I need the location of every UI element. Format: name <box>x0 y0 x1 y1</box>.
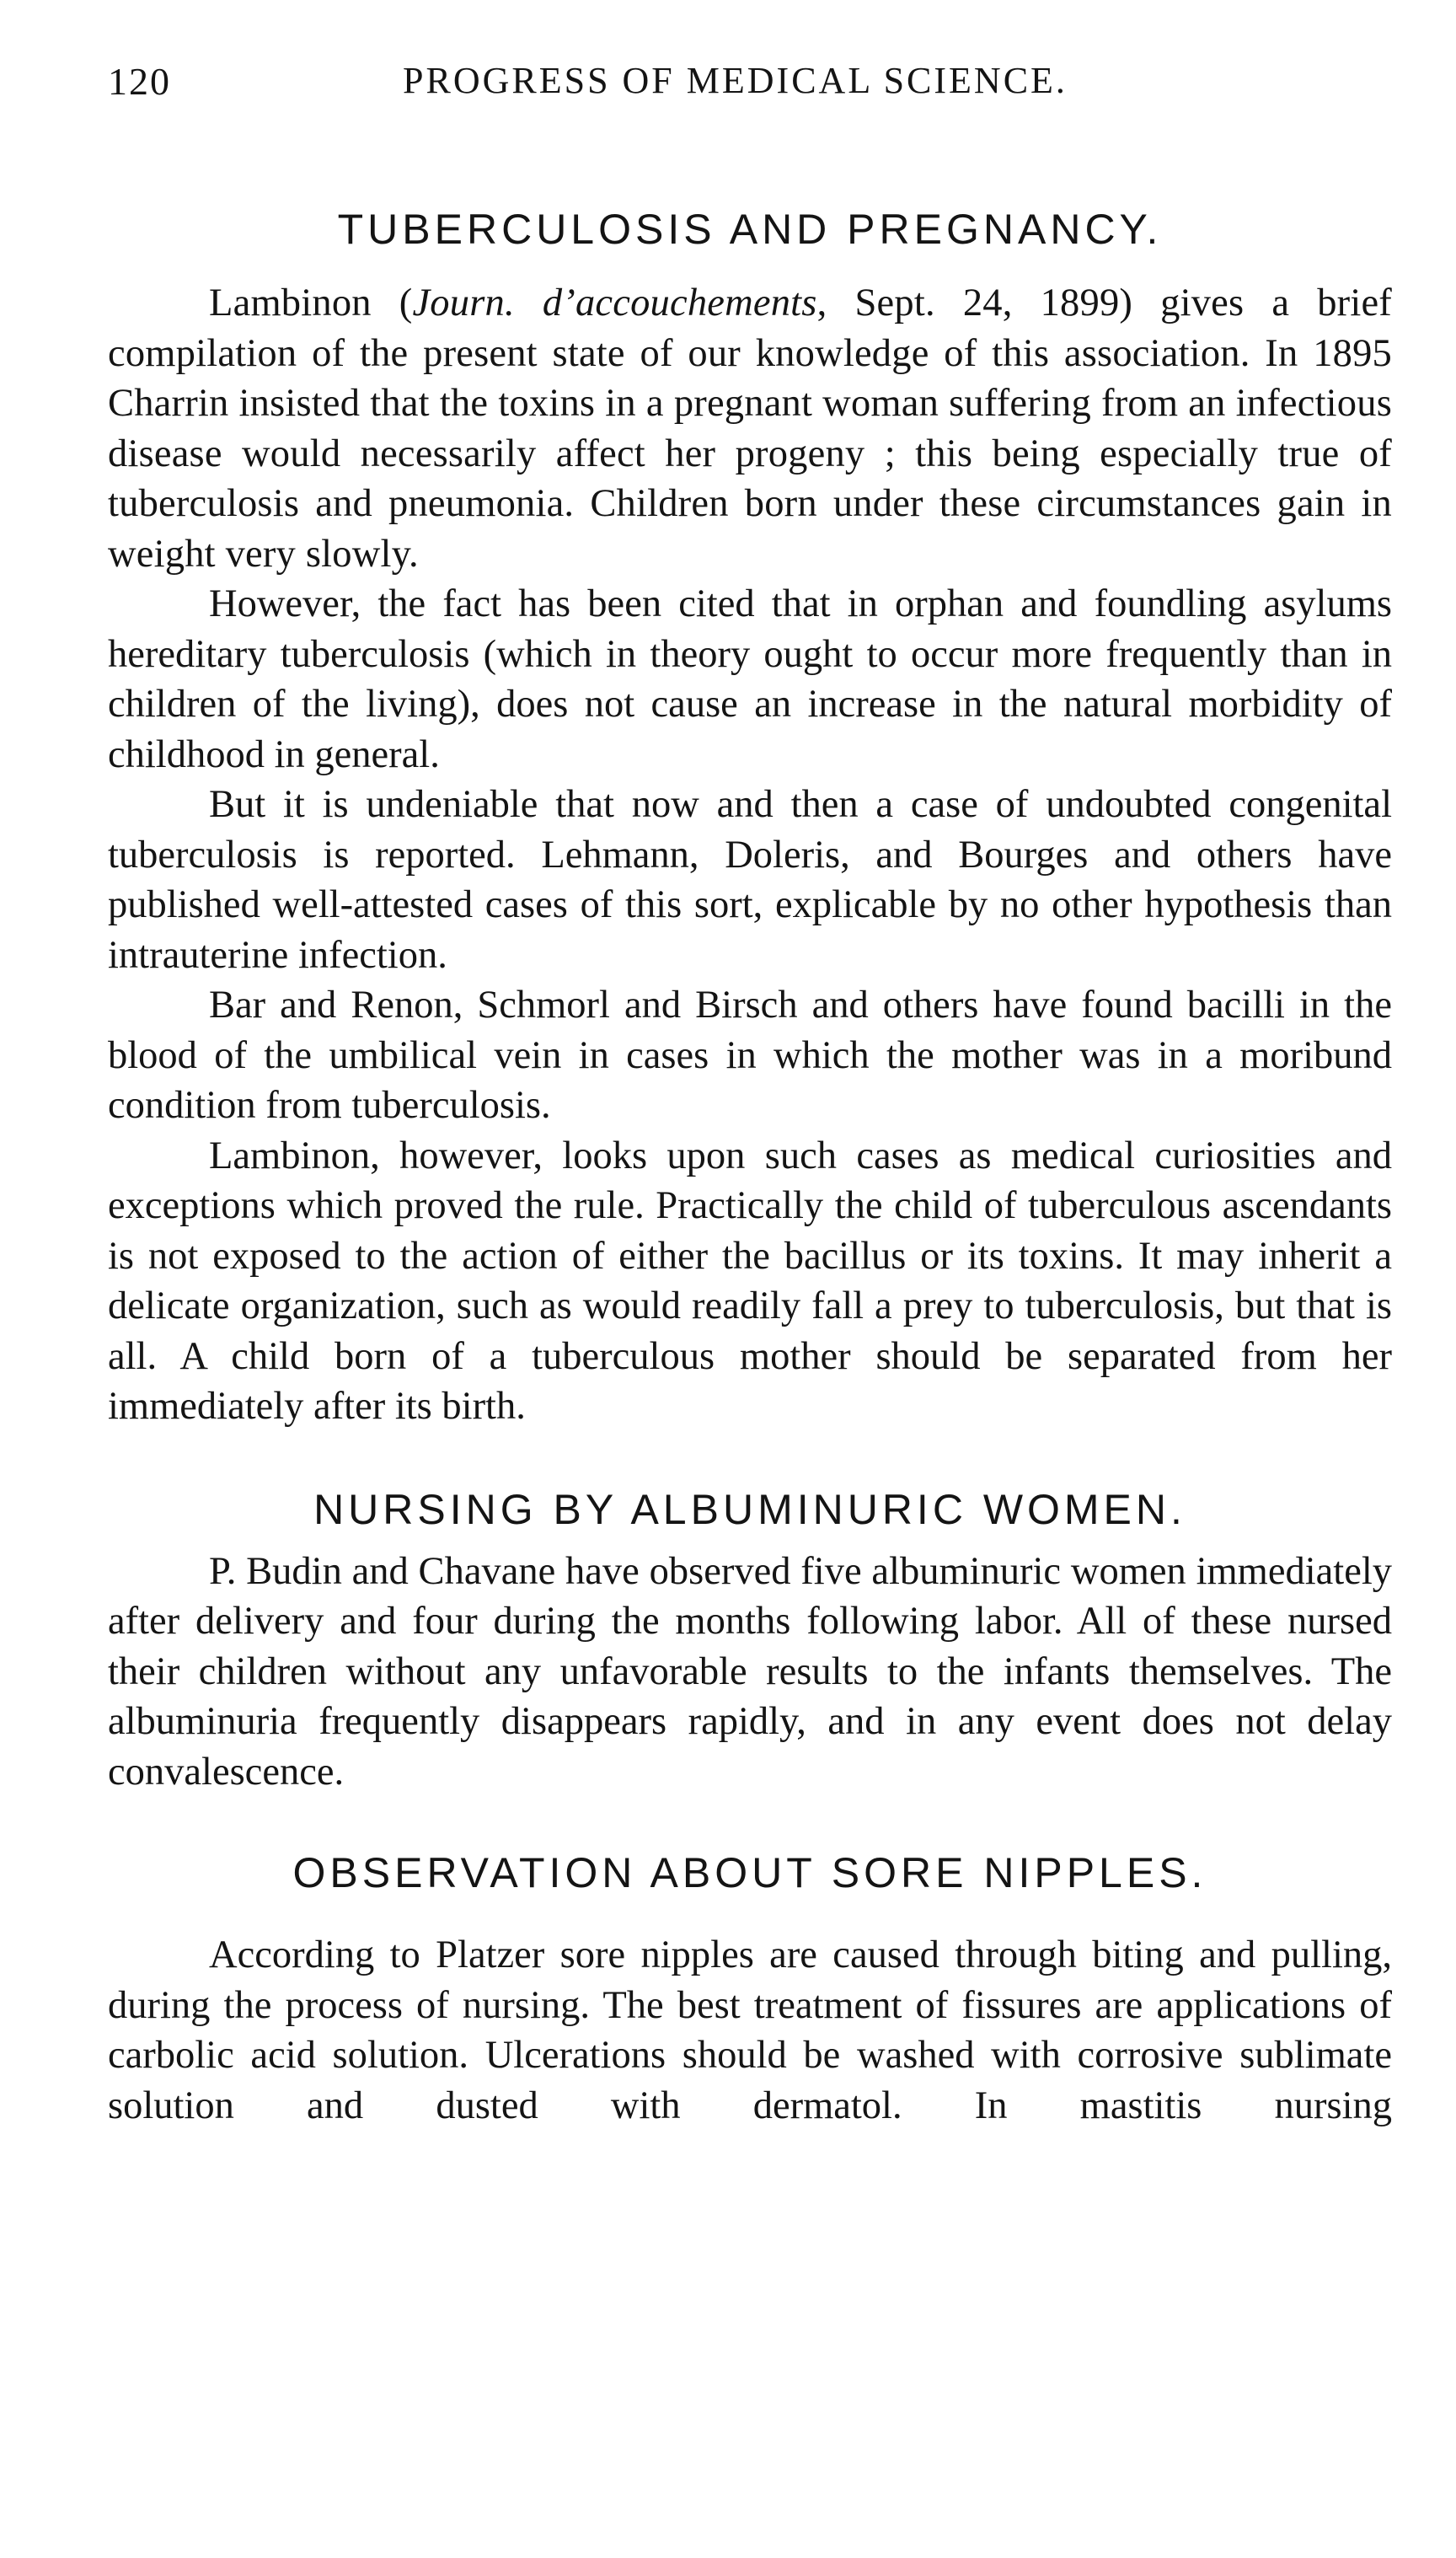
paragraph: P. Budin and Chavane have observed five albuminuric women immediately after delivery and four during the months following labor. All of these nursed their children without any unfavorable results to the infants themselves. The albuminuria frequently disappears rapidly, and in any event does not delay convalescence. <box>108 1549 1392 1794</box>
paragraph <box>108 278 1392 579</box>
section-heading-observation-about-sore-nipples: OBSERVATION ABOUT SORE NIPPLES. <box>292 1849 1207 1896</box>
section-body-tuberculosis <box>108 278 1392 1432</box>
section-heading-nursing-by-albuminuric-women: NURSING BY ALBUMINURIC WOMEN. <box>313 1485 1186 1533</box>
section-body-nursing <box>108 1547 1392 1798</box>
running-head <box>108 51 1392 110</box>
book-page <box>108 51 1392 2131</box>
journal-citation: Journ. d’accouchements <box>412 282 817 324</box>
paragraph: But it is undeniable that now and then a case of undoubted congenital tuberculosis is reported. Lehmann, Doleris, and Bourges and others have published well-attested cases of this sort, explicable by no other hypothesis than intrauterine infection. <box>108 783 1392 977</box>
page-number: 120 <box>108 60 171 103</box>
paragraph-text-start: Lambinon ( <box>209 282 413 324</box>
paragraph: However, the fact has been cited that in orphan and foundling asylums hereditary tuberculosis (which in theory ought to occur more frequently than in children of the living), does not cause an increase in the natural morbidity of childhood in general. <box>108 582 1392 776</box>
paragraph: Lambinon, however, looks upon such cases as medical curiosities and exceptions which proved the rule. Practically the child of tuberculous ascendants is not exposed to the action of either the bacillus or its toxins. It may inherit a delicate organization, such as would readily fall a prey to tuberculosis, but that is all. A child born of a tuberculous mother should be separated from her immediately after its birth. <box>108 1134 1392 1428</box>
paragraph: Bar and Renon, Schmorl and Birsch and others have found bacilli in the blood of the umbilical vein in cases in which the mother was in a moribund condition from tuberculosis. <box>108 984 1392 1127</box>
paragraph: According to Platzer sore nipples are caused through biting and pulling, during the process of nursing. The best treatment of fissures are applications of carbolic acid solution. Ulcerations should be washed with corrosive sublimate solution and dusted with dermatol. In mastitis nursing <box>108 1933 1392 2127</box>
paragraph-text-rest: , Sept. 24, 1899) gives a brief compilation of the present state of our knowledge of this association. In 1895 Charrin insisted that the toxins in a pregnant woman suffering from an infectious disease would necessarily affect her progeny ; this being especially true of tuberculosis and pneumonia. Children born under these circumstances gain in weight very slowly. <box>108 282 1392 576</box>
section-body-sore-nipples <box>108 1930 1392 2131</box>
running-title: PROGRESS OF MEDICAL SCIENCE. <box>403 60 1068 101</box>
section-heading-tuberculosis-and-pregnancy: TUBERCULOSIS AND PREGNANCY. <box>337 206 1163 253</box>
